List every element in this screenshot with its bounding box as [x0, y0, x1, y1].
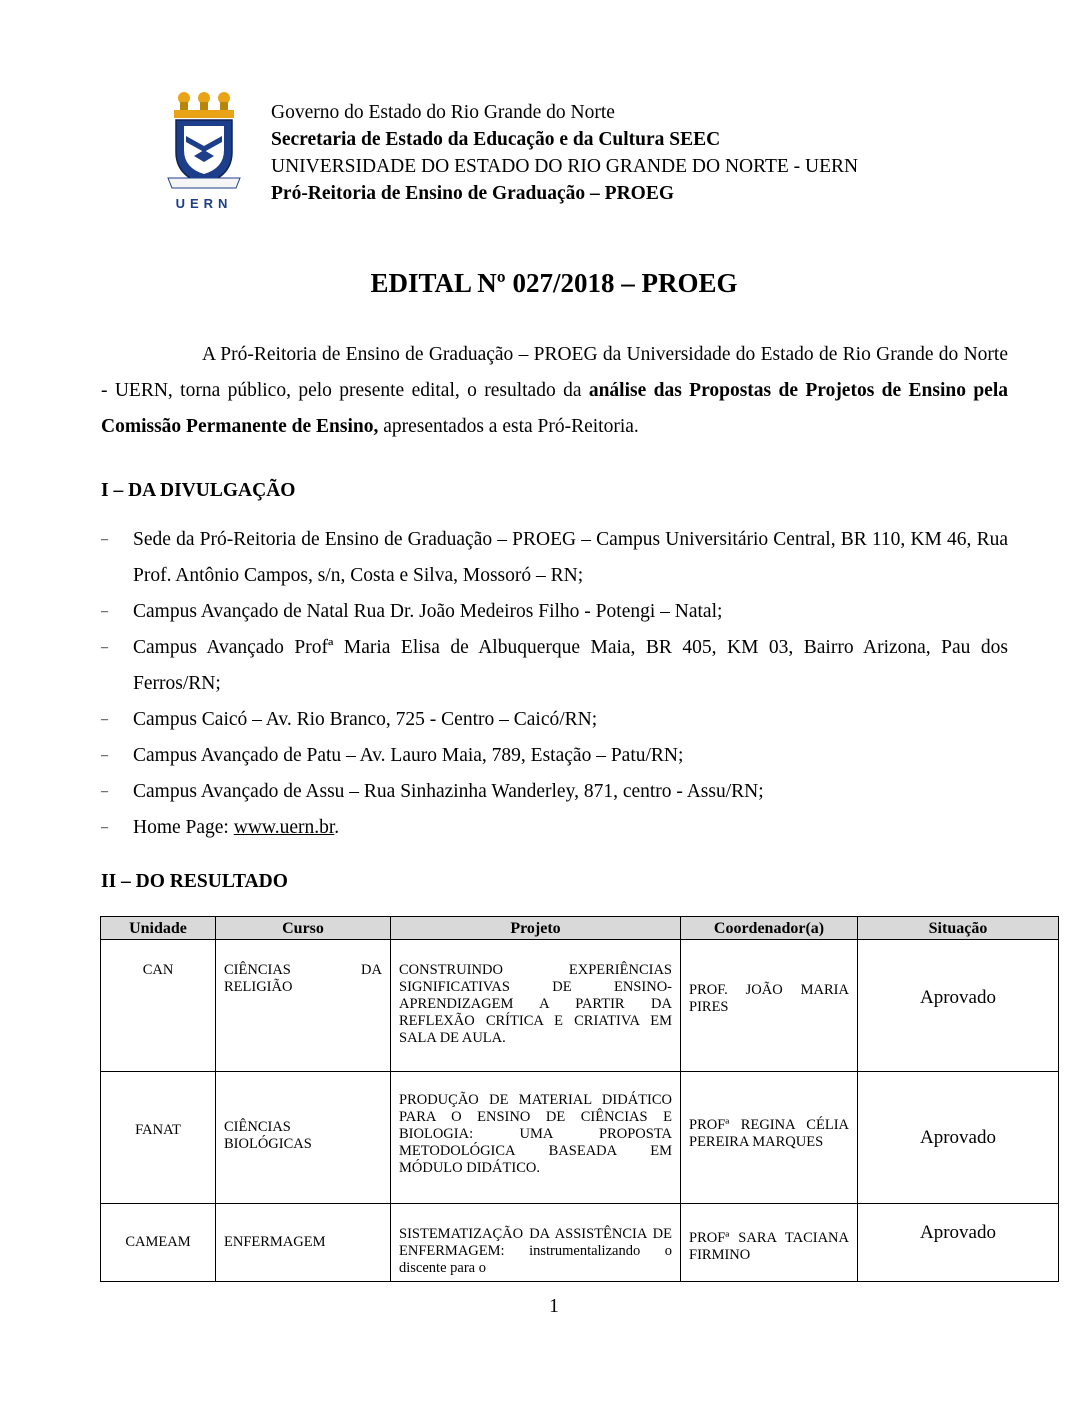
homepage-link[interactable]: www.uern.br — [233, 817, 335, 838]
list-item: – Campus Avançado de Natal Rua Dr. João Medeiros Filho - Potengi – Natal; — [101, 601, 723, 622]
list-item: – Sede da Pró-Reitoria de Ensino de Graduação – PROEG – Campus Universitário Central, BR 110, KM 46, Rua Prof. Antônio Campos, s/n, Costa e Silva, Mossoró – RN; — [101, 529, 1008, 586]
cell-coordenador: PROF. JOÃO MARIA PIRES — [681, 940, 858, 1072]
cell-coordenador: PROFª SARA TACIANA FIRMINO — [681, 1204, 858, 1282]
header-projeto: Projeto — [391, 917, 681, 940]
page-number: 1 — [549, 1296, 559, 1317]
table-row — [101, 1072, 1059, 1204]
cell-unidade: CAN — [101, 940, 216, 1072]
document-header — [271, 99, 858, 207]
cell-coordenador: PROFª REGINA CÉLIA PEREIRA MARQUES — [681, 1072, 858, 1204]
intro-text-bold: análise das Propostas de Projetos de Ensino pela Comissão Permanente de Ensino, — [101, 380, 1008, 437]
header-line-governo: Governo do Estado do Rio Grande do Norte — [271, 102, 615, 123]
header-line-proeg: Pró-Reitoria de Ensino de Graduação – PROEG — [271, 183, 674, 204]
uern-crest-icon — [164, 92, 244, 196]
header-unidade: Unidade — [101, 917, 216, 940]
table-header-row — [101, 917, 1059, 940]
list-item: – Campus Avançado Profª Maria Elisa de Albuquerque Maia, BR 405, KM 03, Bairro Arizona, Pau dos Ferros/RN; — [101, 637, 1008, 694]
table-row — [101, 1204, 1059, 1282]
list-item: – Campus Caicó – Av. Rio Branco, 725 - Centro – Caicó/RN; — [101, 709, 598, 730]
header-curso: Curso — [216, 917, 391, 940]
intro-text-2: apresentados a esta Pró-Reitoria. — [378, 416, 639, 437]
logo-text: UERN — [175, 196, 233, 211]
list-item: – Campus Avançado de Assu – Rua Sinhazinha Wanderley, 871, centro - Assu/RN; — [101, 781, 764, 802]
section-heading-divulgacao: I – DA DIVULGAÇÃO — [101, 480, 296, 501]
intro-paragraph — [101, 337, 1008, 445]
intro-text-1: A Pró-Reitoria de Ensino de Graduação – PROEG da Universidade do Estado de Rio Grande do Norte - UERN, torna público, pelo presente edital, o resultado da — [101, 344, 1008, 401]
divulgacao-list — [101, 522, 1008, 846]
list-item-homepage: – Home Page: www.uern.br. — [101, 817, 340, 838]
cell-situacao: Aprovado — [858, 1204, 1059, 1282]
cell-curso: CIÊNCIAS BIOLÓGICAS — [216, 1072, 391, 1204]
list-item: – Campus Avançado de Patu – Av. Lauro Maia, 789, Estação – Patu/RN; — [101, 745, 684, 766]
document-title: EDITAL Nº 027/2018 – PROEG — [370, 268, 738, 298]
cell-projeto: CONSTRUINDO EXPERIÊNCIAS SIGNIFICATIVAS DE ENSINO-APRENDIZAGEM A PARTIR DA REFLEXÃO CRÍTICA E CRIATIVA EM SALA DE AULA. — [391, 940, 681, 1072]
cell-unidade: CAMEAM — [101, 1204, 216, 1282]
cell-curso: CIÊNCIAS DA RELIGIÃO — [216, 940, 391, 1072]
table-row — [101, 940, 1059, 1072]
header-coordenador: Coordenador(a) — [681, 917, 858, 940]
cell-projeto: SISTEMATIZAÇÃO DA ASSISTÊNCIA DE ENFERMAGEM: instrumentalizando o discente para o — [391, 1204, 681, 1282]
results-table — [100, 916, 1059, 1282]
cell-situacao: Aprovado — [858, 940, 1059, 1072]
cell-situacao: Aprovado — [858, 1072, 1059, 1204]
header-situacao: Situação — [858, 917, 1059, 940]
section-heading-resultado: II – DO RESULTADO — [101, 871, 288, 892]
header-line-secretaria: Secretaria de Estado da Educação e da Cultura SEEC — [271, 129, 721, 150]
uern-logo — [164, 92, 244, 214]
cell-projeto: PRODUÇÃO DE MATERIAL DIDÁTICO PARA O ENSINO DE CIÊNCIAS E BIOLOGIA: UMA PROPOSTA METODOLÓGICA BASEADA EM MÓDULO DIDÁTICO. — [391, 1072, 681, 1204]
cell-unidade: FANAT — [101, 1072, 216, 1204]
cell-curso: ENFERMAGEM — [216, 1204, 391, 1282]
header-line-universidade: UNIVERSIDADE DO ESTADO DO RIO GRANDE DO NORTE - UERN — [271, 156, 859, 177]
